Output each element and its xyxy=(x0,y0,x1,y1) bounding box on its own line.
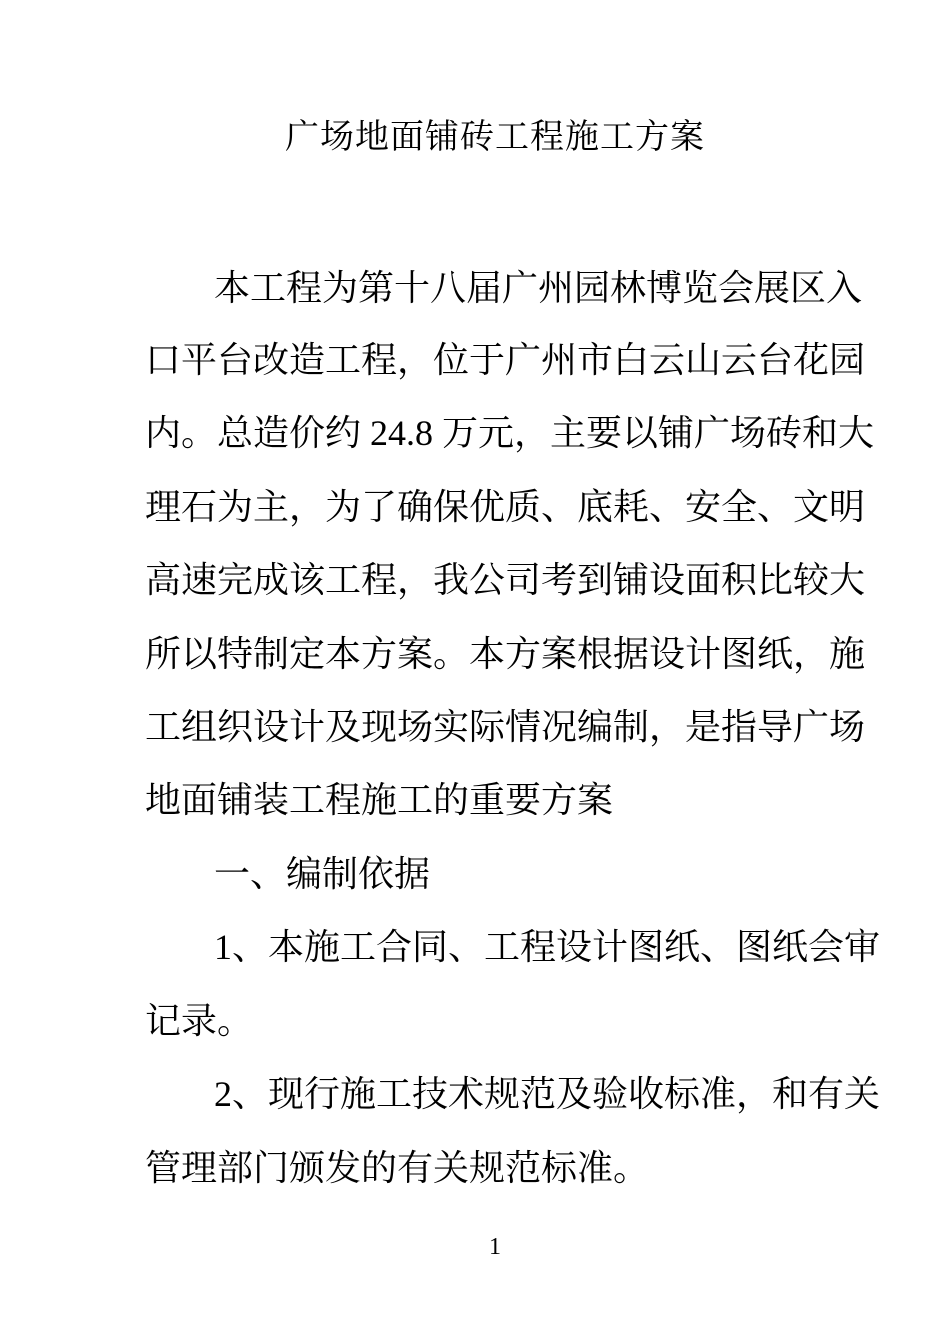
paragraph-line: 高速完成该工程，我公司考到铺设面积比较大 xyxy=(145,560,866,600)
list-item-line: 2、现行施工技术规范及验收标准，和有关 xyxy=(214,1074,881,1114)
paragraph-line: 地面铺装工程施工的重要方案 xyxy=(145,780,614,820)
paragraph-line: 口平台改造工程，位于广州市白云山云台花园 xyxy=(145,340,866,380)
paragraph-line: 所以特制定本方案。本方案根据设计图纸，施 xyxy=(145,634,866,674)
document-title: 广场地面铺砖工程施工方案 xyxy=(285,119,705,156)
list-item-line: 1、本施工合同、工程设计图纸、图纸会审 xyxy=(214,927,881,967)
list-item-line: 记录。 xyxy=(145,1001,254,1041)
paragraph-line: 内。总造价约 24.8 万元，主要以铺广场砖和大 xyxy=(145,413,875,453)
page-number: 1 xyxy=(489,1234,501,1260)
list-item-line: 管理部门颁发的有关规范标准。 xyxy=(145,1148,650,1188)
section-heading: 一、编制依据 xyxy=(214,854,431,894)
paragraph-line: 本工程为第十八届广州园林博览会展区入 xyxy=(214,268,863,308)
paragraph-line: 理石为主，为了确保优质、底耗、安全、文明 xyxy=(145,487,866,527)
paragraph-line: 工组织设计及现场实际情况编制，是指导广场 xyxy=(145,707,866,747)
